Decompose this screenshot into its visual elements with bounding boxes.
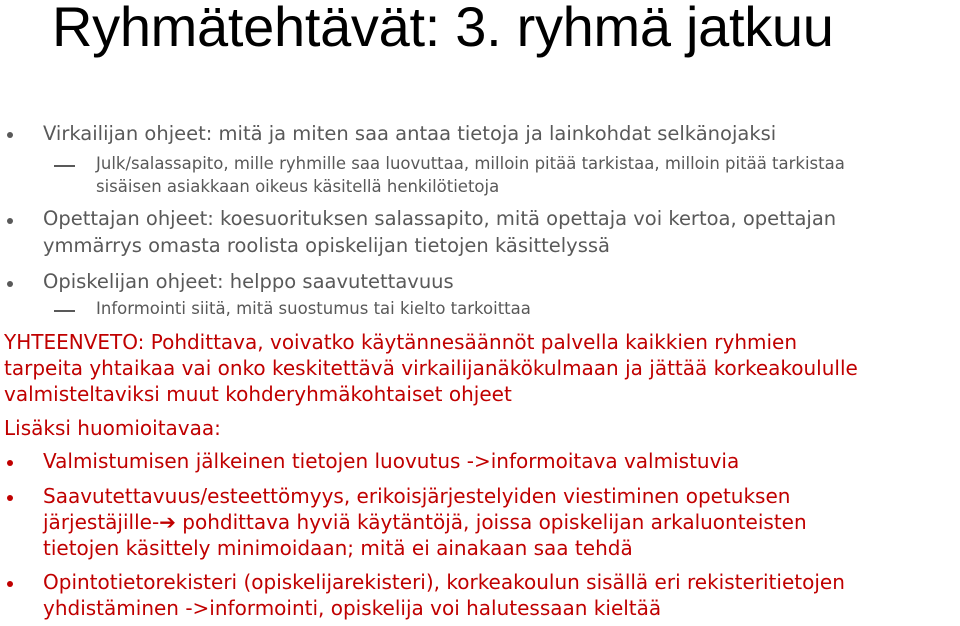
sub-bullet-julk-line1: Julk/salassapito, mille ryhmille saa luovuttaa, milloin pitää tarkistaa, milloin pitää tarkistaa [96,154,845,173]
dash-marker [54,310,75,312]
also-heading: Lisäksi huomioitavaa: [4,416,221,440]
summary-line3: valmisteltaviksi muut kohderyhmäkohtaiset ohjeet [4,382,512,406]
bullet-opettaja-line2: ymmärrys omasta roolista opiskelijan tietojen käsittelyssä [43,234,610,257]
bullet-dot [7,581,13,587]
bullet-dot [7,495,13,501]
bullet-saavutettavuus-line3: tietojen käsittely minimoidaan; mitä ei ainakaan saa tehdä [43,536,633,560]
bullet-dot [7,281,13,287]
summary-line1: YHTEENVETO: Pohdittava, voivatko käytännesäännöt palvella kaikkien ryhmien [4,330,798,354]
bullet-opintotietorekisteri-line1: Opintotietorekisteri (opiskelijarekisteri), korkeakoulun sisällä eri rekisteritietojen [43,570,845,594]
bullet-saavutettavuus-line2 [43,510,807,534]
bullet-dot [7,460,13,466]
slide-title: Ryhmätehtävät: 3. ryhmä jatkuu [52,0,834,58]
arrow-right-icon: ➔ [159,510,176,534]
bullet-opintotietorekisteri-line2: yhdistäminen ->informointi, opiskelija voi halutessaan kieltää [43,596,662,620]
summary-line2: tarpeita yhtaikaa vai onko keskitettävä virkailijanäkökulmaan ja jättää korkeakoululle [4,356,858,380]
text-jarjestajille: järjestäjille- [43,510,160,534]
bullet-saavutettavuus-line1: Saavutettavuus/esteettömyys, erikoisjärjestelyiden viestiminen opetuksen [43,484,791,508]
sub-bullet-julk-line2: sisäisen asiakkaan oikeus käsitellä henkilötietoja [96,177,500,196]
bullet-dot [7,132,13,138]
dash-marker [54,165,75,167]
bullet-virkailija: Virkailijan ohjeet: mitä ja miten saa antaa tietoja ja lainkohdat selkänojaksi [43,122,777,145]
bullet-dot [7,218,13,224]
bullet-opiskelija: Opiskelijan ohjeet: helppo saavutettavuus [43,270,454,293]
text-pohdittava: pohdittava hyviä käytäntöjä, joissa opiskelijan arkaluonteisten [175,510,807,534]
bullet-valmistuminen: Valmistumisen jälkeinen tietojen luovutus ->informoitava valmistuvia [43,449,740,473]
bullet-opettaja-line1: Opettajan ohjeet: koesuorituksen salassapito, mitä opettaja voi kertoa, opettajan [43,207,837,230]
sub-bullet-informointi: Informointi siitä, mitä suostumus tai kielto tarkoittaa [96,299,531,318]
